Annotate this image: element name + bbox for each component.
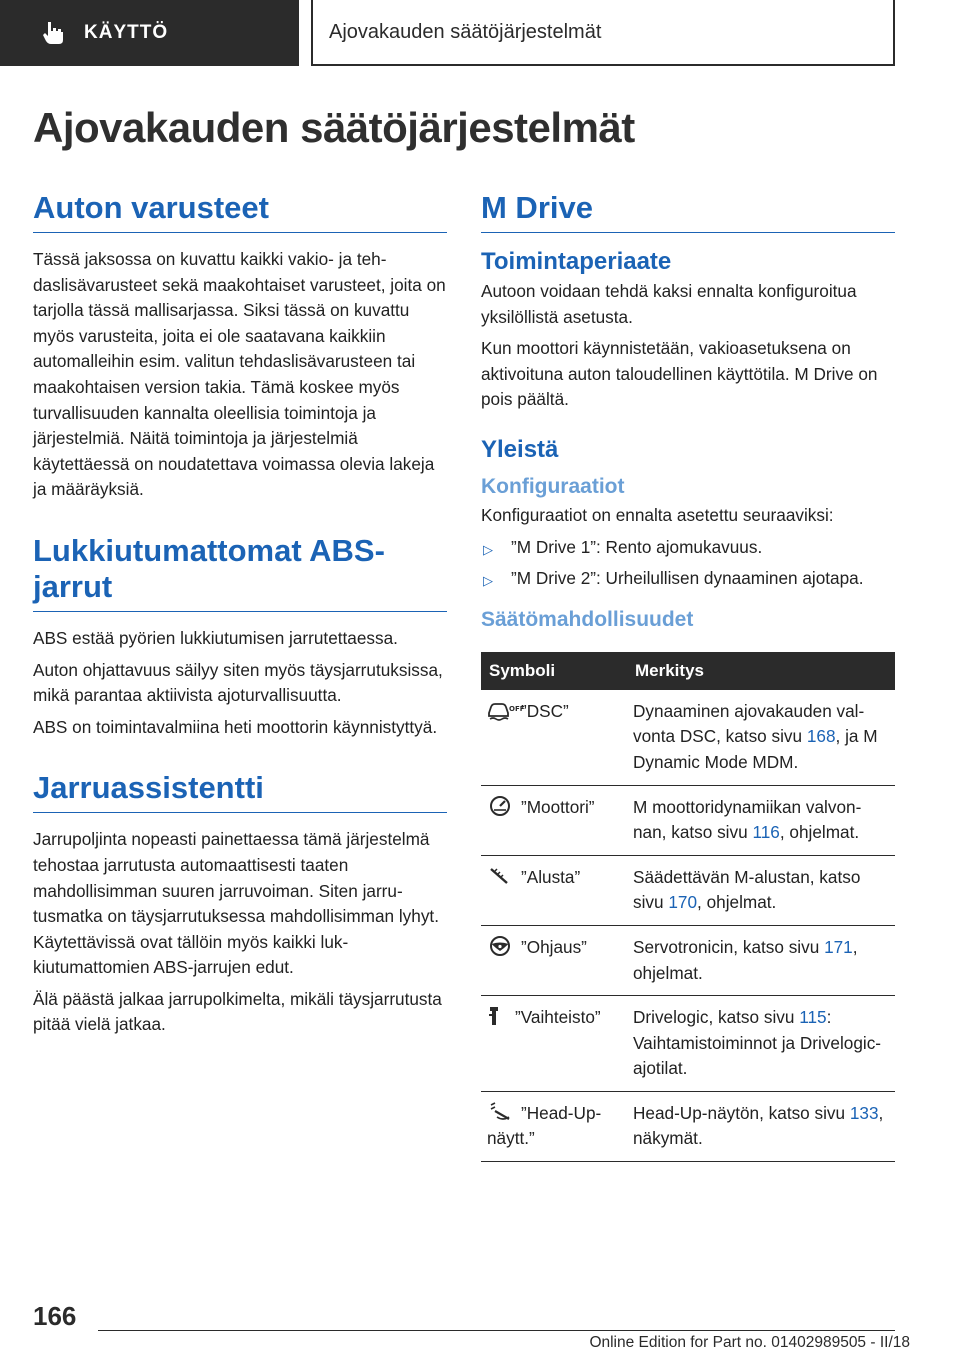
- list-item: ▷ ”M Drive 1”: Rento ajomukavuus.: [481, 535, 895, 561]
- table-header-row: [481, 652, 895, 690]
- heading-toimintaperiaate: Toimintaperiaate: [481, 248, 672, 275]
- suspension-icon: [487, 865, 513, 887]
- symbol-label: ”Ohjaus”: [521, 936, 587, 957]
- paragraph: Kun moottori käynnistetään, vakioasetuksena on aktivoituna auton taloudellinen käyttötila. M Drive on pois päältä.: [481, 338, 878, 410]
- svg-text:OFF: OFF: [509, 704, 525, 713]
- heading-konfiguraatiot: Konfiguraatiot: [481, 474, 625, 498]
- symbol-label: ”DSC”: [521, 700, 569, 721]
- symbol-label: ”Alusta”: [521, 866, 581, 887]
- paragraph: ABS estää pyörien lukkiutumisen jarrutettaessa.: [33, 627, 398, 648]
- heading-abs: Lukkiutumattomat ABS-jarrut: [33, 533, 447, 612]
- chapter-tab[interactable]: [0, 0, 299, 66]
- section-tab: [311, 0, 895, 66]
- page-link[interactable]: 116: [752, 822, 780, 843]
- symbol-table: [481, 652, 895, 1162]
- page-link[interactable]: 171: [824, 936, 853, 957]
- page-link[interactable]: 133: [849, 1102, 879, 1123]
- left-column: [33, 190, 447, 1044]
- table-row: ”Ohjaus” Servotronicin, katso sivu 171, ohjelmat.: [481, 925, 895, 995]
- chapter-label: KÄYTTÖ: [84, 22, 169, 43]
- head-up-display-icon: [487, 1101, 513, 1123]
- page-link[interactable]: 168: [806, 726, 836, 747]
- gear-shift-icon: [487, 1005, 507, 1027]
- list-item: ▷ ”M Drive 2”: Urheilullisen dynaaminen ajotapa.: [481, 566, 895, 592]
- page-number: 166: [33, 1301, 77, 1331]
- column-header: Symboli: [481, 652, 627, 690]
- table-row: ”Moottori” M moottoridynamiikan valvonnan, katso sivu 116, ohjelmat.: [481, 785, 895, 855]
- paragraph: Konfiguraatiot on ennalta asetettu seuraaviksi:: [481, 504, 834, 525]
- heading-jarruassistentti: Jarruassistentti: [33, 770, 447, 813]
- symbol-label: ”Moottori”: [521, 796, 595, 817]
- page-link[interactable]: 115: [799, 1007, 827, 1028]
- section-label: Ajovakauden säätöjärjestelmät: [329, 20, 602, 43]
- triangle-right-icon: ▷: [483, 541, 493, 557]
- page-link[interactable]: 170: [668, 892, 698, 913]
- right-column: [481, 190, 895, 1162]
- heading-m-drive: M Drive: [481, 190, 895, 233]
- table-row: ”Vaihteisto” Drivelogic, katso sivu 115: Vaihtamistoiminnot ja Drivelogic-ajotilat.: [481, 996, 895, 1092]
- symbol-label: ”Vaihteisto”: [515, 1007, 601, 1028]
- heading-yleista: Yleistä: [481, 435, 559, 463]
- heading-auton-varusteet: Auton varusteet: [33, 190, 447, 233]
- page-title: Ajovakauden säätöjärjestelmät: [33, 104, 635, 151]
- paragraph: Autoon voidaan tehdä kaksi ennalta konfiguroitua yksilöllistä asetusta.: [481, 281, 857, 327]
- triangle-right-icon: ▷: [483, 573, 493, 589]
- paragraph: Auton ohjattavuus säilyy siten myös täysjarrutuksissa, mikä parantaa aktiivista ajoturvallisuutta.: [33, 659, 443, 706]
- table-row: OFF ”DSC” Dynaaminen ajovakauden valvonta DSC, katso sivu 168, ja M Dynamic Mode MDM.: [481, 690, 895, 785]
- heading-saatomahdollisuudet: Säätömahdollisuudet: [481, 607, 694, 631]
- paragraph: Älä päästä jalkaa jarrupolkimelta, mikäli täysjarrutusta pitää vielä jatkaa.: [33, 988, 442, 1035]
- steering-wheel-icon: [487, 935, 513, 957]
- column-header: Merkitys: [627, 652, 895, 690]
- bullet-list: [481, 535, 895, 592]
- edition-text: Online Edition for Part no. 01402989505 - II/18: [589, 1334, 910, 1351]
- footer-divider: [98, 1330, 895, 1331]
- hand-pointer-icon: [40, 20, 66, 46]
- dsc-off-icon: [487, 699, 525, 721]
- table-row: ”Head-Up-näytt.” Head-Up-näytön, katso sivu 133, näkymät.: [481, 1091, 895, 1161]
- paragraph: ABS on toimintavalmiina heti moottorin käynnistyttyä.: [33, 716, 438, 737]
- engine-gauge-icon: [487, 795, 513, 817]
- symbol-label: ”Head-Up-näytt.”: [487, 1102, 602, 1149]
- paragraph: Tässä jaksossa on kuvattu kaikki vakio- ja tehdaslisävarusteet sekä maakohtaiset varusteet, joita on tarjolla tässä mallisarjassa. Siksi tässä on kuvattu myös varusteita, joita ei ole saatavana kaikkiin automalleihin esim. valitun tehdaslisävarusteen tai maakohtaisen version takia. Tämä koskee myös turvallisuuden kannalta oleellisia toimintoja ja järjestelmiä. Näitä toimintoja ja järjestelmiä käytettäessä on noudatettava voimassa olevia lakeja ja määräyksiä.: [33, 249, 446, 500]
- page-header: [0, 0, 960, 66]
- paragraph: Jarrupoljinta nopeasti painettaessa tämä järjestelmä tehostaa jarrutusta automaattisesti taaten mahdollisimman suuren jarruvoiman. Siten jarrutusmatka on täysjarrutuksessa mahdollisimman lyhyt. Käytettävissä ovat tällöin myös kaikki lukkiutumattomien ABS-jarrujen edut.: [33, 829, 439, 978]
- table-row: ”Alusta” Säädettävän M-alustan, katso sivu 170, ohjelmat.: [481, 855, 895, 925]
